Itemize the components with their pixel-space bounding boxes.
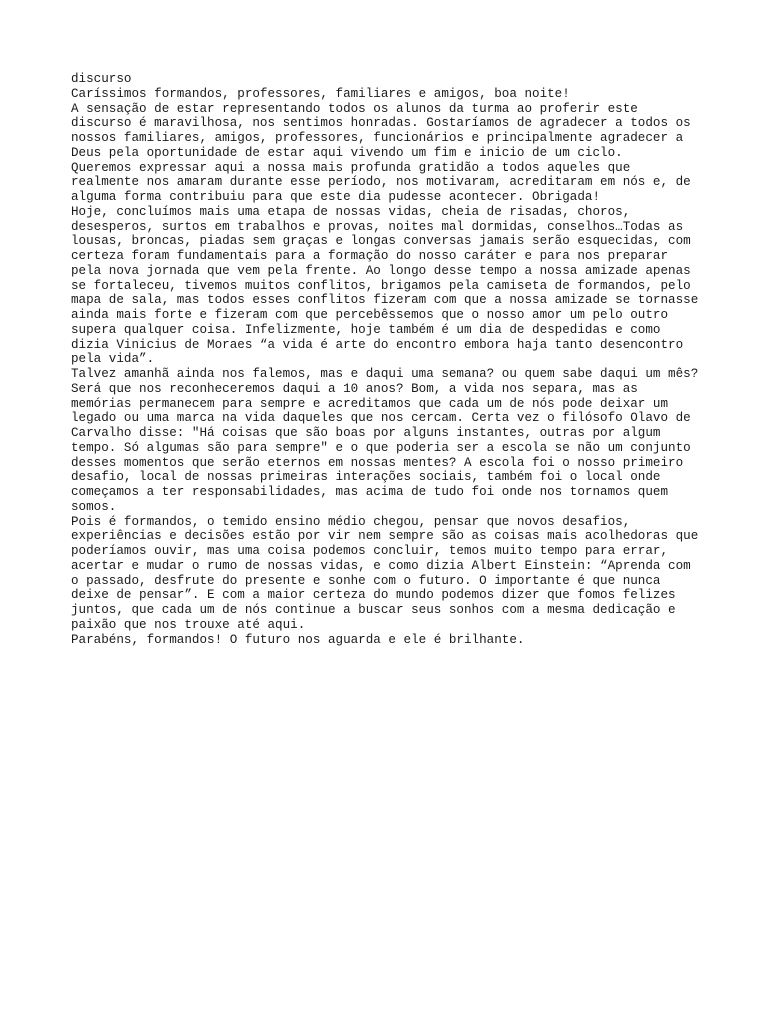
text-line: pela nova jornada que vem pela frente. Ao longo desse tempo a nossa amizade apenas xyxy=(71,263,691,278)
text-line: A sensação de estar representando todos os alunos da turma ao proferir este xyxy=(71,101,638,116)
text-line: poderíamos ouvir, mas uma coisa podemos concluir, temos muito tempo para errar, xyxy=(71,544,669,558)
text-line: certeza foram fundamentais para a formação do nosso caráter e para nos preparar xyxy=(71,249,669,263)
text-line: pela vida”. xyxy=(71,352,155,367)
text-line: começamos a ter responsabilidades, mas acima de tudo foi onde nos tornamos quem xyxy=(71,485,669,499)
text-line: desesperos, surtos em trabalhos e provas, noites mal dormidas, conselhos…Todas as xyxy=(71,219,684,234)
text-line: supera qualquer coisa. Infelizmente, hoje também é um dia de despedidas e como xyxy=(71,322,661,337)
text-line: nossos familiares, amigos, professores, funcionários e principalmente agradecer a xyxy=(71,131,684,145)
text-line: tempo. Só algumas são para sempre" e o que poderia ser a escola se não um conjunto xyxy=(71,440,691,455)
text-line: experiências e decisões estão por vir nem sempre são as coisas mais acolhedoras que xyxy=(71,529,699,544)
text-line: somos. xyxy=(71,499,117,514)
text-line: Caríssimos formandos, professores, familiares e amigos, boa noite! xyxy=(71,86,570,101)
text-line: juntos, que cada um de nós continue a buscar seus sonhos com a mesma dedicação e xyxy=(71,603,676,617)
text-line: lousas, broncas, piadas sem graças e longas conversas jamais serão esquecidas, com xyxy=(71,234,691,249)
text-line: desses momentos que serão eternos em nossas mentes? A escola foi o nosso primeiro xyxy=(71,455,684,470)
text-line: Carvalho disse: "Há coisas que são boas por alguns instantes, outras por algum xyxy=(71,426,661,440)
text-line: Talvez amanhã ainda nos falemos, mas e daqui uma semana? ou quem sabe daqui um mês? xyxy=(71,367,699,381)
text-line: discurso é maravilhosa, nos sentimos honradas. Gostaríamos de agradecer a todos os xyxy=(71,116,691,131)
text-line: Será que nos reconheceremos daqui a 10 anos? Bom, a vida nos separa, mas as xyxy=(71,381,638,396)
text-line: acertar e mudar o rumo de nossas vidas, e como dizia Albert Einstein: “Aprenda com xyxy=(71,558,691,573)
text-line: dizia Vinicius de Moraes “a vida é arte do encontro embora haja tanto desencontro xyxy=(71,337,684,352)
text-line: realmente nos amaram durante esse período, nos motivaram, acreditaram em nós e, de xyxy=(71,175,691,190)
text-line: mapa de sala, mas todos esses conflitos fizeram com que a nossa amizade se tornasse xyxy=(71,293,699,308)
document-body xyxy=(71,72,711,647)
text-line: se fortaleceu, tivemos muitos conflitos, brigamos pela camiseta de formandos, pelo xyxy=(71,278,691,293)
text-line: desafio, local de nossas primeiras interações sociais, também foi o local onde xyxy=(71,470,661,485)
text-line: Pois é formandos, o temido ensino médio chegou, pensar que novos desafios, xyxy=(71,514,631,529)
text-line: alguma forma contribuiu para que este dia pudesse acontecer. Obrigada! xyxy=(71,190,601,204)
text-line: deixe de pensar”. E com a maior certeza do mundo podemos dizer que fomos felizes xyxy=(71,588,676,603)
text-line: Queremos expressar aqui a nossa mais profunda gratidão a todos aqueles que xyxy=(71,160,631,175)
text-line: Parabéns, formandos! O futuro nos aguarda e ele é brilhante. xyxy=(71,632,525,647)
text-line: Deus pela oportunidade de estar aqui vivendo um fim e inicio de um ciclo. xyxy=(71,145,623,160)
document-title: discurso xyxy=(71,72,132,86)
text-line: o passado, desfrute do presente e sonhe com o futuro. O importante é que nunca xyxy=(71,573,661,588)
text-line: memórias permanecem para sempre e acreditamos que cada um de nós pode deixar um xyxy=(71,396,669,411)
text-line: legado ou uma marca na vida daqueles que nos cercam. Certa vez o filósofo Olavo de xyxy=(71,411,691,426)
text-line: Hoje, concluímos mais uma etapa de nossas vidas, cheia de risadas, choros, xyxy=(71,204,631,219)
text-line: ainda mais forte e fizeram com que percebêssemos que o nosso amor um pelo outro xyxy=(71,308,669,322)
text-line: paixão que nos trouxe até aqui. xyxy=(71,617,306,632)
